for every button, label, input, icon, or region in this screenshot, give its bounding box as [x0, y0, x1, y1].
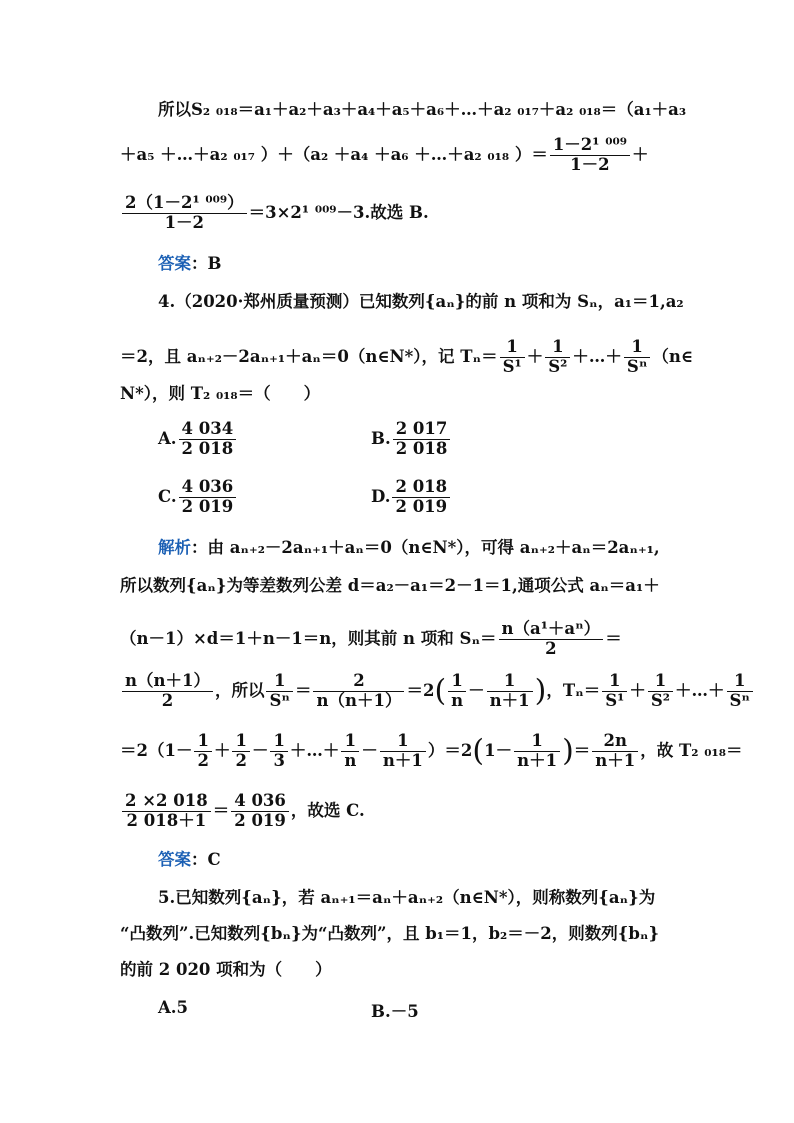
fraction — [313, 672, 404, 711]
fraction-denominator: n — [451, 690, 464, 710]
fraction — [602, 672, 627, 711]
fraction-numerator: 1 — [448, 672, 466, 692]
fraction — [122, 792, 211, 831]
fraction-numerator: 2（1－2¹ ⁰⁰⁹） — [122, 194, 247, 214]
q4-line-1: 4.（2020·郑州质量预测）已知数列{aₙ}的前 n 项和为 Sₙ，a₁＝1,a₂ — [158, 292, 684, 311]
q5-option-b[interactable]: B.－5 — [371, 1002, 419, 1021]
q4-solution-line-4: $\frac{n(n+1)}{2}$ ，所以 $\frac{1}{\text{Sⁿ}}$ ＝ $\frac{2}{n(n+1)}$ ＝2( $\frac{1}{n}$ － $\frac{1}{n+1}$ )，Tₙ＝ $\frac{1}{\text{S¹}}$ ＋ $\frac{1}{\text{S²}}$ ＋…＋ $\frac{1}{\text{Sⁿ}}$ — [120, 672, 676, 711]
fraction-numerator: 2n — [592, 732, 638, 752]
plus-sign: ＋ — [631, 144, 649, 164]
fraction — [648, 672, 673, 711]
q4-option-c[interactable] — [158, 478, 238, 517]
fraction-denominator: n＋1 — [517, 750, 558, 770]
fraction-denominator: n — [344, 750, 357, 770]
q5-line-2: “凸数列”.已知数列{bₙ}为“凸数列”，且 b₁＝1，b₂＝－2，则数列{bₙ} — [120, 924, 660, 943]
fraction — [380, 732, 426, 771]
fraction-numerator: 1 — [602, 672, 627, 692]
fraction-denominator: 2 — [235, 750, 247, 770]
option-letter: A. — [158, 428, 177, 448]
fraction — [624, 338, 650, 377]
left-paren: ( — [472, 733, 485, 769]
fraction — [487, 672, 533, 711]
fraction-numerator: 1 — [648, 672, 673, 692]
fraction-denominator: n＋1 — [382, 750, 423, 770]
fraction-denominator: S¹ — [502, 356, 522, 376]
fraction-denominator: n＋1 — [489, 690, 530, 710]
option-fraction — [179, 478, 237, 517]
q4-option-b[interactable] — [371, 420, 452, 459]
option-fraction — [393, 420, 451, 459]
fraction-denominator: 2 018＋1 — [126, 810, 207, 830]
prev-solution-line-3 — [120, 194, 676, 233]
option-letter: D. — [371, 486, 391, 506]
fraction-numerator: 1 — [487, 672, 533, 692]
solution-text: ）＝2 — [427, 740, 473, 760]
q4-line-2-prefix: ＝2，且 aₙ₊₂－2aₙ₊₁＋aₙ＝0（n∈N*），记 Tₙ＝ — [120, 346, 498, 366]
fraction-denominator: S¹ — [605, 690, 625, 710]
fraction — [232, 732, 249, 771]
fraction-numerator: 4 036 — [231, 792, 289, 812]
fraction-denominator: 2 — [161, 690, 174, 710]
fraction — [122, 672, 213, 711]
minus-sign: － — [468, 680, 485, 700]
fraction-numerator: 1 — [500, 338, 525, 358]
fraction-numerator: 2 017 — [393, 420, 451, 440]
fraction-numerator: 1 — [194, 732, 211, 752]
fraction-denominator: 2 019 — [234, 810, 286, 830]
fraction-numerator: n（a¹＋aⁿ） — [499, 620, 604, 640]
equals-sign: ＝ — [605, 628, 622, 648]
fraction-denominator: 2 018 — [181, 438, 234, 458]
left-paren: ( — [434, 673, 447, 709]
fraction-numerator: 1－2¹ ⁰⁰⁹ — [550, 136, 630, 156]
fraction — [514, 732, 560, 771]
fraction-numerator: 1 — [232, 732, 249, 752]
fraction-denominator: 3 — [273, 750, 285, 770]
prev-answer — [158, 256, 676, 273]
fraction — [500, 338, 525, 377]
fraction-denominator: 1－2 — [164, 212, 205, 232]
solution-label: 解析 — [158, 538, 191, 557]
q4-option-a[interactable] — [158, 420, 238, 459]
fraction — [592, 732, 638, 771]
fraction-numerator: 1 — [380, 732, 426, 752]
fraction-sn — [499, 620, 604, 659]
fraction-denominator: 1－2 — [570, 154, 610, 174]
fraction-denominator: 2 — [545, 638, 557, 658]
q5-option-a[interactable]: A.5 — [158, 998, 189, 1017]
answer-value: ：C — [191, 850, 221, 869]
q4-line-2: ＝2，且 aₙ₊₂－2aₙ₊₁＋aₙ＝0（n∈N*），记 Tₙ＝ $\frac{1}{\text{S¹}}$ ＋ $\frac{1}{\text{S²}}$ ＋…＋ $\frac{1}{\text{Sⁿ}}$ （n∈ — [120, 337, 694, 376]
option-letter: B. — [371, 428, 391, 448]
fraction — [266, 672, 292, 711]
equals-sign: ＝ — [212, 800, 230, 820]
fraction — [194, 732, 211, 771]
q4-line-2-tail: （n∈ — [652, 346, 694, 366]
answer-value: ：B — [191, 254, 222, 273]
fraction-numerator: n（n＋1） — [122, 672, 213, 692]
q4-solution-line-5: ＝2（1－ $\frac{1}{2}$ ＋ $\frac{1}{2}$ － $\frac{1}{3}$ ＋…＋ $\frac{1}{n}$ － $\frac{1}{n+1}$ ）＝2(1－ $\frac{1}{n+1}$ )＝ $\frac{2n}{n+1}$ ，故 T₂ ₀₁₈＝ — [120, 731, 743, 770]
fraction-denominator: Sⁿ — [729, 690, 750, 710]
solution-text: ：由 aₙ₊₂－2aₙ₊₁＋aₙ＝0（n∈N*），可得 aₙ₊₂＋aₙ＝2aₙ₊₁, — [191, 538, 660, 557]
fraction-numerator: 4 034 — [179, 420, 237, 440]
q4-solution-line-1 — [158, 540, 676, 557]
fraction-denominator: n＋1 — [595, 750, 636, 770]
fraction-denominator: S² — [548, 356, 568, 376]
fraction — [448, 672, 466, 711]
fraction-numerator: 1 — [266, 672, 292, 692]
q4-answer — [158, 852, 676, 869]
fraction-numerator: 1 — [341, 732, 359, 752]
ellipsis-term: ＋…＋ — [675, 680, 725, 700]
prev-solution-line-2-prefix: ＋a₅ ＋…＋a₂ ₀₁₇ ）＋（a₂ ＋a₄ ＋a₆ ＋…＋a₂ ₀₁₈ ）＝ — [120, 144, 548, 164]
right-paren: ) — [534, 673, 547, 709]
fraction-numerator: 2 ×2 018 — [122, 792, 211, 812]
fraction-sum-odd — [550, 136, 630, 175]
right-paren: ) — [562, 733, 574, 769]
equals-sign: ＝ — [294, 680, 312, 700]
fraction-numerator: 2 018 — [392, 478, 450, 498]
fraction-denominator: 2 019 — [395, 496, 448, 516]
fraction — [231, 792, 289, 831]
solution-text: （n－1）×d＝1＋n－1＝n，则其前 n 项和 Sₙ＝ — [120, 628, 497, 648]
prev-solution-conclusion: ＝3×2¹ ⁰⁰⁹－3.故选 B. — [248, 202, 429, 222]
option-fraction — [179, 420, 237, 459]
fraction-denominator: n（n＋1） — [316, 690, 402, 710]
fraction-numerator: 1 — [270, 732, 287, 752]
solution-text: ＝2 — [406, 680, 435, 700]
fraction — [545, 338, 570, 377]
fraction-numerator: 1 — [514, 732, 560, 752]
solution-text: 1－ — [484, 740, 513, 760]
fraction-numerator: 1 — [545, 338, 570, 358]
fraction-numerator: 1 — [727, 672, 753, 692]
fraction-denominator: 2 — [197, 750, 209, 770]
solution-text: ，故选 C. — [290, 800, 365, 820]
q4-solution-line-6 — [120, 792, 676, 831]
q4-solution-line-3 — [120, 620, 676, 659]
solution-text: ＝2（1－ — [120, 740, 193, 760]
fraction-sum-even — [122, 194, 247, 233]
q5-line-3: 的前 2 020 项和为（ ） — [120, 960, 332, 979]
fraction — [270, 732, 287, 771]
option-fraction — [392, 478, 450, 517]
prev-solution-line-1: 所以S₂ ₀₁₈＝a₁＋a₂＋a₃＋a₄＋a₅＋a₆＋…＋a₂ ₀₁₇＋a₂ ₀₁₈＝（a₁＋a₃ — [158, 100, 687, 119]
fraction-denominator: Sⁿ — [626, 356, 648, 376]
q4-solution-line-2: 所以数列{aₙ}为等差数列公差 d＝a₂－a₁＝2－1＝1,通项公式 aₙ＝a₁＋ — [120, 576, 660, 595]
q4-line-3: N*），则 T₂ ₀₁₈＝（ ） — [120, 384, 321, 403]
q5-line-1: 5.已知数列{aₙ}，若 aₙ₊₁＝aₙ＋aₙ₊₂（n∈N*），则称数列{aₙ}为 — [158, 888, 656, 907]
q4-option-d[interactable] — [371, 478, 452, 517]
solution-text: ，所以 — [214, 680, 265, 700]
ellipsis-term: ＋…＋ — [572, 346, 622, 366]
solution-text: ，故 T₂ ₀₁₈＝ — [640, 740, 743, 760]
prev-solution-line-2 — [120, 136, 676, 175]
fraction-numerator: 2 — [313, 672, 404, 692]
fraction-denominator: 2 019 — [181, 496, 234, 516]
fraction-numerator: 1 — [624, 338, 650, 358]
solution-text: ，Tₙ＝ — [546, 680, 601, 700]
fraction-denominator: S² — [650, 690, 671, 710]
option-letter: C. — [158, 486, 177, 506]
fraction-denominator: Sⁿ — [269, 690, 290, 710]
answer-label: 答案 — [158, 850, 191, 869]
answer-label: 答案 — [158, 254, 191, 273]
equals-sign: ＝ — [573, 740, 591, 760]
fraction — [341, 732, 359, 771]
fraction — [727, 672, 753, 711]
fraction-numerator: 4 036 — [179, 478, 237, 498]
fraction-denominator: 2 018 — [395, 438, 448, 458]
